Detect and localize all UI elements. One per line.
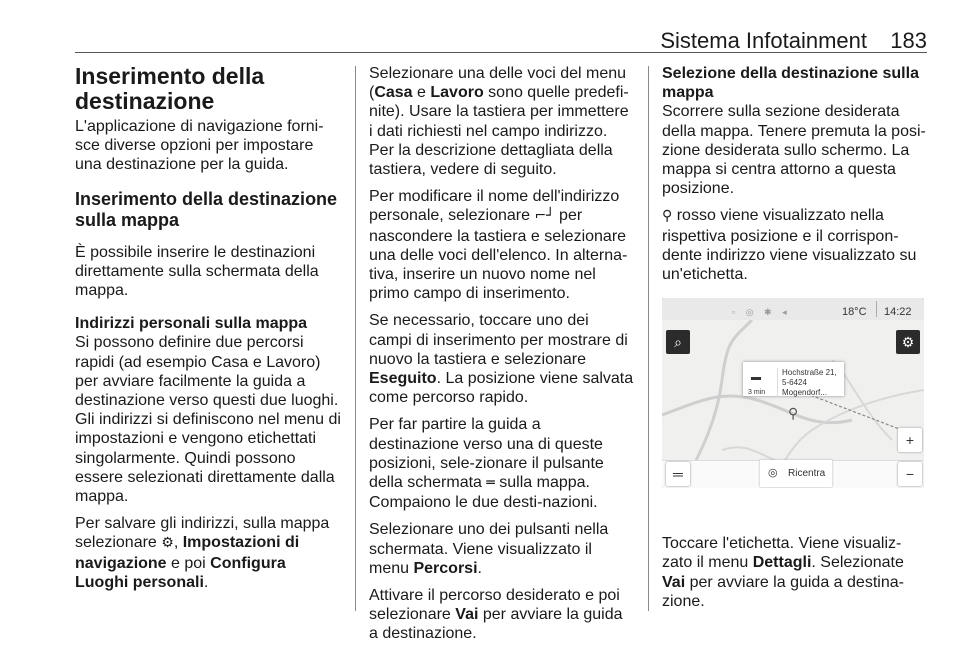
search-icon: ⌕	[674, 334, 682, 351]
section-heading: Inserimento della destinazione	[75, 63, 265, 114]
personal-addresses-heading: Indirizzi personali sulla mappa	[75, 315, 308, 333]
paragraph-save: Se necessario, toccare uno dei campi di inserimento per mostrare di nuovo la tastiera e selezionare Eseguito. La posizione viene salvata come percorso rapido.	[369, 312, 634, 407]
destination-address: Hochstraße 21, 5-6424 Mogendorf...	[777, 368, 846, 398]
paragraph-routes: Selezionare uno dei pulsanti nella schermata. Viene visualizzato il menu Percorsi.	[369, 521, 609, 577]
menu-button[interactable]	[666, 462, 690, 486]
menu-icon: ═	[486, 475, 495, 492]
map-entry-paragraph: È possibile inserire le destinazioni direttamente sulla schermata della mappa.	[75, 243, 319, 300]
destination-label[interactable]	[743, 362, 844, 396]
search-button[interactable]	[666, 330, 690, 354]
temperature: 18°C	[842, 306, 867, 319]
personal-addresses-paragraph: Si possono definire due percorsi rapidi (ad esempio Casa e Lavoro) per avviare facilmente la guida a destinazione verso questi due luoghi. Gli indirizzi si definiscono nel menu di impostazioni e vengono etichettati singolarmente. Quindi possono essere selezionati direttamente dalla mappa.	[75, 334, 341, 506]
intro-paragraph: L'applicazione di navigazione forni-sce diverse opzioni per impostare una destinazione per la guida.	[75, 118, 324, 174]
clock: 14:22	[884, 306, 912, 319]
zoom-in-button[interactable]	[898, 428, 922, 452]
status-bar	[662, 298, 924, 320]
status-icons: ▫ ◎ ✱ ◂	[732, 307, 791, 318]
recenter-button[interactable]	[760, 460, 832, 487]
column-2	[369, 64, 634, 652]
settings-button[interactable]	[896, 330, 920, 354]
page-number: 183	[890, 28, 927, 53]
plus-icon: +	[905, 432, 915, 449]
car-icon: ▬	[751, 372, 761, 384]
column-3	[662, 64, 928, 619]
paragraph-activate: Attivare il percorso desiderato e poi selezionare Vai per avviare la guida a destinazione.	[369, 587, 623, 643]
paragraph-rename: Per modificare il nome dell'indirizzo personale, selezionare ⌐┘ per nascondere la tastiera e selezionare una delle voci dell'elenco. In alterna-tiva, inserire un nuovo nome nel primo campo di inserimento.	[369, 188, 628, 303]
paragraph-select-entry: Selezionare una delle voci del menu (Casa e Lavoro sono quelle predefi-nite). Usare la tastiera per immettere i dati richiesti nel campo indirizzo. Per la descrizione dettagliata della tastiera, vedere di seguito.	[369, 65, 629, 179]
location-pin-icon: ⚲	[788, 405, 799, 422]
subsection-heading: Inserimento della destinazione sulla mappa	[75, 188, 338, 230]
column-divider	[355, 66, 356, 611]
column-divider	[648, 66, 649, 611]
map-screenshot	[662, 298, 924, 488]
status-separator	[876, 301, 877, 317]
gear-icon: ⚙	[901, 334, 915, 351]
zoom-out-button[interactable]	[898, 462, 922, 486]
hide-keyboard-icon: ⌐┘	[534, 208, 555, 225]
settings-icon: ⚙	[161, 535, 174, 552]
page-header	[75, 26, 927, 53]
map-selection-heading: Selezione della destinazione sulla mappa	[662, 65, 919, 102]
map-bottom-bar	[662, 460, 924, 488]
recenter-label: Ricentra	[788, 468, 826, 480]
crosshair-icon: ◎	[768, 467, 778, 480]
column-1	[75, 64, 343, 600]
pin-paragraph: ⚲ rosso viene visualizzato nella rispettiva posizione e il corrispon-dente indirizzo viene visualizzato su un'etichetta.	[662, 207, 917, 284]
map-area[interactable]	[662, 320, 924, 488]
minus-icon: −	[905, 466, 915, 483]
details-paragraph: Toccare l'etichetta. Viene visualiz-zato il menu Dettagli. Selezionate Vai per avviare la guida a destina-zione.	[662, 535, 904, 610]
running-title: Sistema Infotainment	[660, 28, 867, 53]
location-pin-icon: ⚲	[662, 208, 673, 225]
save-addresses-paragraph: Per salvare gli indirizzi, sulla mappa selezionare ⚙, Impostazioni di navigazione e poi Configura Luoghi personali.	[75, 515, 330, 591]
travel-time: 3 min	[748, 389, 766, 397]
menu-icon: ═	[673, 466, 683, 483]
map-selection-paragraph: Scorrere sulla sezione desiderata della mappa. Tenere premuta la posi-zione desiderata sullo schermo. La mappa si centra attorno a questa posizione.	[662, 103, 926, 198]
paragraph-start-guidance: Per far partire la guida a destinazione verso una di queste posizioni, sele-zionare il pulsante della schermata ═ sulla mappa. Compaiono le due desti-nazioni.	[369, 416, 604, 512]
